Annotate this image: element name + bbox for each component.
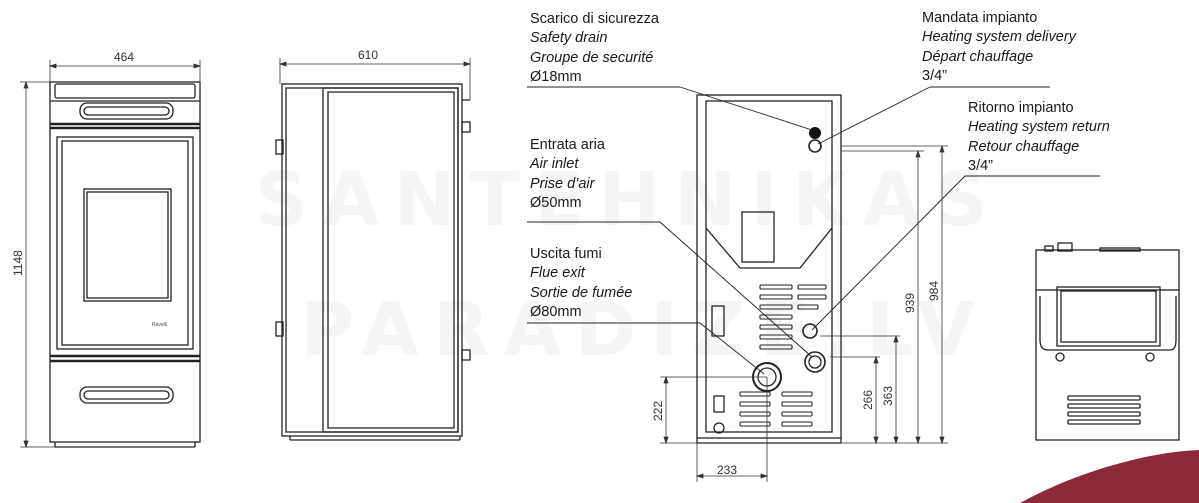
heating-delivery-size: 3/4” — [922, 68, 947, 85]
flue-exit-it: Uscita fumi — [530, 246, 602, 262]
side-depth-label: 610 — [358, 48, 379, 62]
brand-plate: Ravelli — [152, 322, 168, 328]
air-inlet-en: Air inlet — [530, 156, 579, 173]
callout-flue-exit — [530, 245, 632, 323]
delivery-height-label: 984 — [927, 280, 941, 301]
top-view — [1036, 243, 1179, 440]
flue-exit-size: Ø80mm — [530, 304, 582, 321]
callout-heating-return — [968, 99, 1110, 177]
safety-drain-fr: Groupe de securité — [530, 49, 654, 66]
air-inlet-fr: Prise d’air — [530, 175, 595, 192]
flue-height-label: 266 — [861, 389, 875, 410]
watermark-line-2 — [300, 287, 988, 373]
side-depth-dimension — [280, 58, 470, 100]
flue-offset-label: 233 — [717, 463, 738, 477]
height-label: 1148 — [11, 250, 25, 276]
safety-drain-en: Safety drain — [530, 30, 608, 47]
front-view — [50, 82, 200, 447]
air-inlet-size: Ø50mm — [530, 195, 582, 212]
flue-center-height-label: 222 — [651, 400, 665, 421]
side-view — [276, 84, 470, 440]
heating-return-en: Heating system return — [968, 119, 1110, 136]
decorative-swoosh — [1020, 450, 1199, 503]
callout-air-inlet — [530, 136, 605, 214]
inlet-height-label: 363 — [881, 385, 895, 406]
heating-return-it: Ritorno impianto — [968, 100, 1074, 116]
callout-heating-delivery — [922, 9, 1076, 87]
safety-drain-port — [809, 127, 821, 139]
safety-drain-size: Ø18mm — [530, 69, 582, 86]
flue-exit-en: Flue exit — [530, 265, 585, 282]
heating-delivery-it: Mandata impianto — [922, 10, 1038, 26]
heating-delivery-fr: Départ chauffage — [922, 48, 1034, 65]
return-height-label: 939 — [903, 292, 917, 313]
air-inlet-it: Entrata aria — [530, 137, 605, 153]
callout-safety-drain — [530, 10, 659, 88]
rear-view — [697, 95, 841, 443]
safety-drain-it: Scarico di sicurezza — [530, 11, 659, 27]
flue-exit-fr: Sortie de fumée — [530, 284, 633, 301]
watermark-line-1 — [255, 157, 1002, 243]
heating-delivery-en: Heating system delivery — [922, 29, 1076, 46]
front-width-label: 464 — [114, 50, 135, 64]
heating-return-size: 3/4” — [968, 158, 993, 175]
heating-return-fr: Retour chauffage — [968, 138, 1080, 155]
